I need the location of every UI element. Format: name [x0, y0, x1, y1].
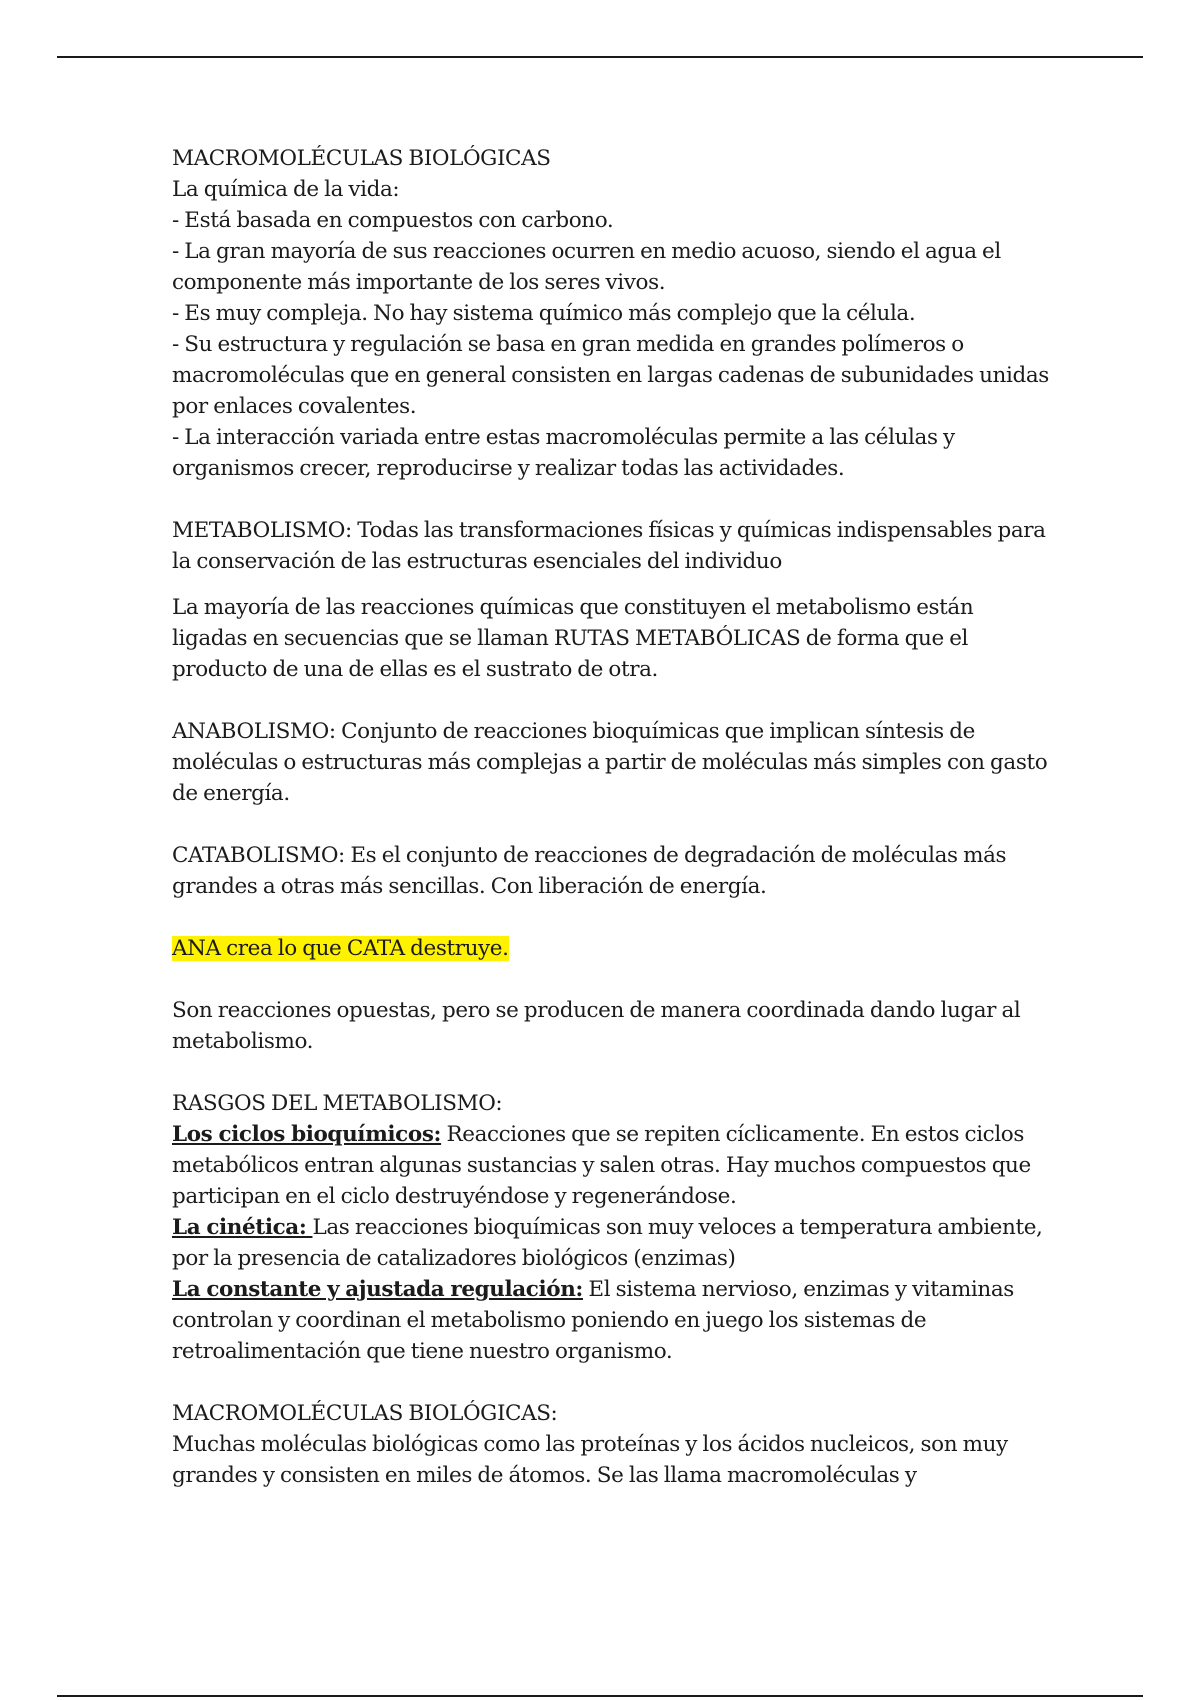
macromoleculas-paragraph: Muchas moléculas biológicas como las proteínas y los ácidos nucleicos, son muy grandes y consisten en miles de átomos. Se las llama macromoléculas y	[172, 1432, 1008, 1488]
metabolismo-definition: METABOLISMO: Todas las transformaciones físicas y químicas indispensables para la conservación de las estructuras esenciales del individuo	[172, 518, 1046, 574]
rasgo-term: Los ciclos bioquímicos:	[172, 1122, 442, 1147]
rasgo-item	[172, 1119, 1052, 1212]
intro-point: - Está basada en compuestos con carbono.	[172, 208, 614, 233]
macromoleculas-heading: MACROMOLÉCULAS BIOLÓGICAS:	[172, 1401, 558, 1426]
intro-point: - La interacción variada entre estas macromoléculas permite a las células y organismos crecer, reproducirse y realizar todas las actividades.	[172, 425, 955, 481]
document-body	[172, 143, 1052, 1491]
rasgo-text: El sistema nervioso, enzimas y vitaminas controlan y coordinan el metabolismo poniendo en juego los sistemas de retroalimentación que tiene nuestro organismo.	[172, 1277, 1014, 1364]
opuestas-paragraph: Son reacciones opuestas, pero se producen de manera coordinada dando lugar al metabolismo.	[172, 998, 1021, 1054]
highlighted-mnemonic: ANA crea lo que CATA destruye.	[172, 936, 509, 961]
intro-point: - Su estructura y regulación se basa en gran medida en grandes polímeros o macromoléculas que en general consisten en largas cadenas de subunidades unidas por enlaces covalentes.	[172, 332, 1049, 419]
intro-point: - Es muy compleja. No hay sistema químico más complejo que la célula.	[172, 301, 916, 326]
rasgos-heading: RASGOS DEL METABOLISMO:	[172, 1091, 503, 1116]
rasgo-item	[172, 1274, 1052, 1367]
rasgo-term: La cinética:	[172, 1215, 313, 1240]
footer-rule	[57, 1695, 1143, 1697]
header-rule	[57, 56, 1143, 58]
catabolismo-paragraph: CATABOLISMO: Es el conjunto de reacciones de degradación de moléculas más grandes a otras más sencillas. Con liberación de energía.	[172, 843, 1007, 899]
rutas-metabolicas-paragraph: La mayoría de las reacciones químicas que constituyen el metabolismo están ligadas en secuencias que se llaman RUTAS METABÓLICAS de forma que el producto de una de ellas es el sustrato de otra.	[172, 595, 974, 682]
rasgo-term: La constante y ajustada regulación:	[172, 1277, 583, 1302]
intro-subtitle: La química de la vida:	[172, 177, 400, 202]
rasgo-item	[172, 1212, 1052, 1274]
rasgo-text: Las reacciones bioquímicas son muy veloces a temperatura ambiente, por la presencia de catalizadores biológicos (enzimas)	[172, 1215, 1043, 1271]
anabolismo-paragraph: ANABOLISMO: Conjunto de reacciones bioquímicas que implican síntesis de moléculas o estructuras más complejas a partir de moléculas más simples con gasto de energía.	[172, 719, 1048, 806]
rasgo-text: Reacciones que se repiten cíclicamente. En estos ciclos metabólicos entran algunas sustancias y salen otras. Hay muchos compuestos que participan en el ciclo destruyéndose y regenerándose.	[172, 1122, 1031, 1209]
document-title: MACROMOLÉCULAS BIOLÓGICAS	[172, 146, 551, 171]
intro-point: - La gran mayoría de sus reacciones ocurren en medio acuoso, siendo el agua el componente más importante de los seres vivos.	[172, 239, 1001, 295]
